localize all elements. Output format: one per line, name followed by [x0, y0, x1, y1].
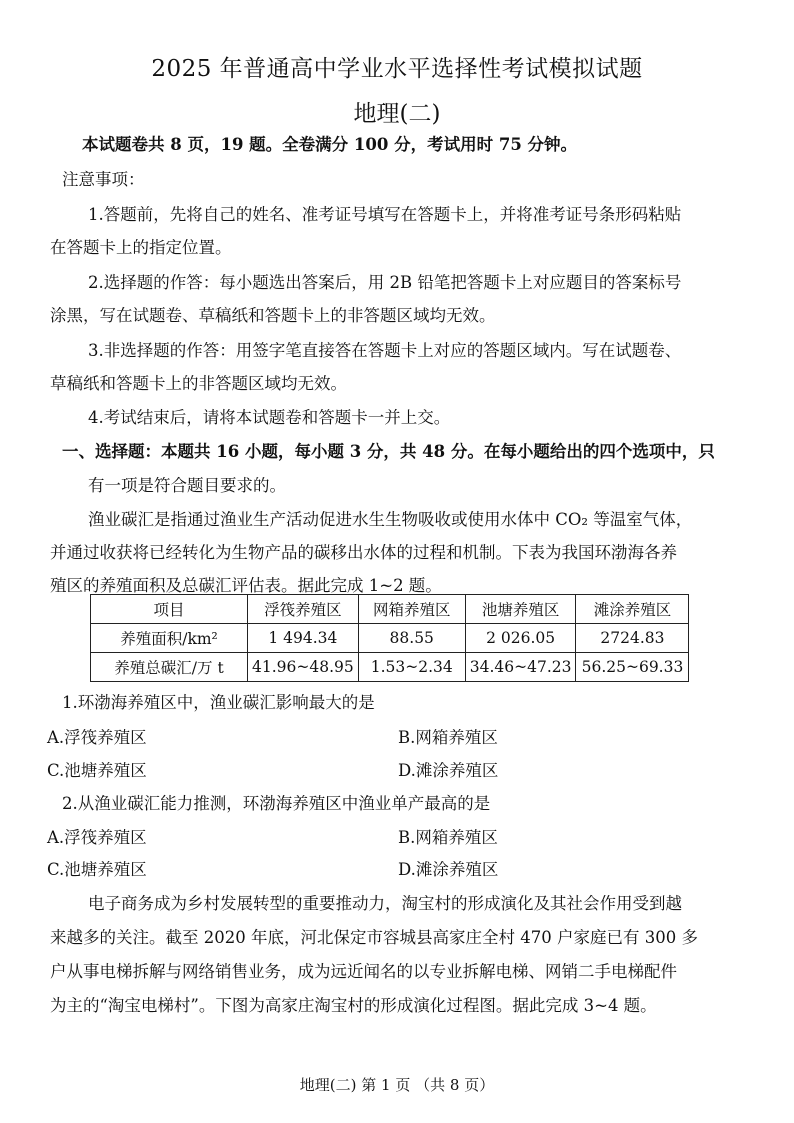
table-header-cell: 网箱养殖区 [358, 595, 465, 624]
note-4: 4.考试结束后，请将本试题卷和答题卡一并上交。 [88, 408, 451, 427]
passage-2-line-4: 为主的“淘宝电梯村”。下图为高家庄淘宝村的形成演化过程图。据此完成 3~4 题。 [50, 996, 657, 1015]
table-cell: 88.55 [358, 624, 465, 653]
note-1-line-2: 在答题卡上的指定位置。 [50, 238, 232, 257]
page-footer: 地理(二) 第 1 页 （共 8 页） [299, 1076, 495, 1094]
passage-1-line-1: 渔业碳汇是指通过渔业生产活动促进水生生物吸收或使用水体中 CO₂ 等温室气体， [88, 510, 693, 529]
table-cell: 2 026.05 [465, 624, 576, 653]
section-1-heading-line-2: 有一项是符合题目要求的。 [88, 476, 286, 495]
passage-2-line-2: 来越多的关注。截至 2020 年底，河北保定市容城县高家庄全村 470 户家庭已有 300 多 [50, 928, 698, 947]
notes-heading: 注意事项： [62, 170, 145, 189]
table-header-cell: 浮筏养殖区 [248, 595, 359, 624]
table-cell: 养殖总碳汇/万 t [91, 653, 248, 682]
question-2-option-a: A.浮筏养殖区 [47, 828, 147, 847]
page-title: 2025 年普通高中学业水平选择性考试模拟试题 [151, 56, 643, 82]
passage-1-line-2: 并通过收获将已经转化为生物产品的碳移出水体的过程和机制。下表为我国环渤海各养 [50, 543, 677, 562]
table-cell: 56.25~69.33 [576, 653, 689, 682]
passage-2-line-3: 户从事电梯拆解与网络销售业务，成为远近闻名的以专业拆解电梯、网销二手电梯配件 [50, 962, 677, 981]
question-1-option-a: A.浮筏养殖区 [47, 728, 147, 747]
question-2-option-b: B.网箱养殖区 [398, 828, 498, 847]
table-cell: 1 494.34 [248, 624, 359, 653]
table-cell: 41.96~48.95 [248, 653, 359, 682]
table-cell: 34.46~47.23 [465, 653, 576, 682]
passage-2-line-1: 电子商务成为乡村发展转型的重要推动力，淘宝村的形成演化及其社会作用受到越 [88, 894, 682, 913]
table-cell: 1.53~2.34 [358, 653, 465, 682]
table-header-cell: 滩涂养殖区 [576, 595, 689, 624]
note-2-line-1: 2.选择题的作答：每小题选出答案后，用 2B 铅笔把答题卡上对应题目的答案标号 [88, 273, 682, 292]
section-1-heading-line-1: 一、选择题：本题共 16 小题，每小题 3 分，共 48 分。在每小题给出的四个选项中，只 [62, 442, 715, 461]
question-1-option-d: D.滩涂养殖区 [398, 761, 499, 780]
table-cell: 2724.83 [576, 624, 689, 653]
table-row [91, 624, 689, 653]
question-2-stem: 2.从渔业碳汇能力推测，环渤海养殖区中渔业单产最高的是 [62, 794, 491, 813]
note-2-line-2: 涂黑，写在试题卷、草稿纸和答题卡上的非答题区域均无效。 [50, 306, 496, 325]
exam-intro: 本试题卷共 8 页，19 题。全卷满分 100 分，考试用时 75 分钟。 [82, 135, 578, 154]
question-1-stem: 1.环渤海养殖区中，渔业碳汇影响最大的是 [62, 693, 375, 712]
passage-1-line-3: 殖区的养殖面积及总碳汇评估表。据此完成 1~2 题。 [50, 576, 442, 595]
table-row [91, 653, 689, 682]
table-header-cell: 池塘养殖区 [465, 595, 576, 624]
question-2-option-c: C.池塘养殖区 [47, 860, 147, 879]
table-cell: 养殖面积/km² [91, 624, 248, 653]
question-2-option-d: D.滩涂养殖区 [398, 860, 499, 879]
page-subtitle: 地理(二) [353, 101, 441, 127]
table-header-row [91, 595, 689, 624]
table-header-cell: 项目 [91, 595, 248, 624]
note-1-line-1: 1.答题前，先将自己的姓名、准考证号填写在答题卡上，并将准考证号条形码粘贴 [88, 205, 682, 224]
note-3-line-1: 3.非选择题的作答：用签字笔直接答在答题卡上对应的答题区域内。写在试题卷、 [88, 341, 682, 360]
question-1-option-c: C.池塘养殖区 [47, 761, 147, 780]
question-1-option-b: B.网箱养殖区 [398, 728, 498, 747]
carbon-sink-table [90, 594, 689, 682]
note-3-line-2: 草稿纸和答题卡上的非答题区域均无效。 [50, 374, 347, 393]
